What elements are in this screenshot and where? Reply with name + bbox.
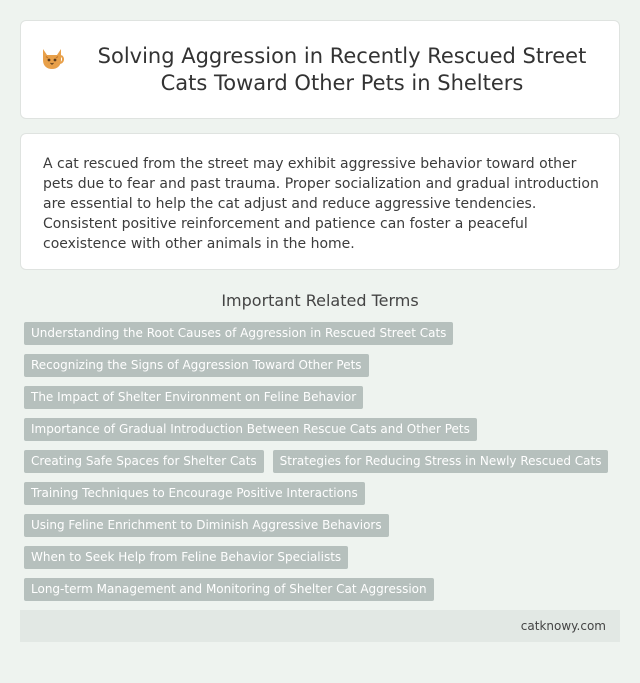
related-term-tag[interactable]: Recognizing the Signs of Aggression Toward Other Pets — [24, 354, 369, 377]
tag-row — [24, 322, 620, 345]
cat-icon — [39, 45, 65, 71]
description-text: A cat rescued from the street may exhibit aggressive behavior toward other pets due to fear and past trauma. Proper socialization and gradual introduction are essential to help the cat adjust and reduce aggressive tendencies. Consistent positive reinforcement and patience can foster a peaceful coexistence with other animals in the home. — [43, 156, 599, 252]
tag-row — [24, 546, 620, 569]
related-term-tag[interactable]: Using Feline Enrichment to Diminish Aggressive Behaviors — [24, 514, 389, 537]
related-terms-list — [20, 322, 620, 601]
related-terms-heading: Important Related Terms — [221, 291, 419, 310]
related-term-tag[interactable]: Creating Safe Spaces for Shelter Cats — [24, 450, 264, 473]
related-term-tag[interactable]: Strategies for Reducing Stress in Newly Rescued Cats — [273, 450, 609, 473]
title-card — [20, 20, 620, 119]
tag-row — [24, 482, 620, 505]
page-title: Solving Aggression in Recently Rescued Street Cats Toward Other Pets in Shelters — [97, 43, 587, 95]
tag-row — [24, 418, 620, 441]
related-term-tag[interactable]: When to Seek Help from Feline Behavior Specialists — [24, 546, 348, 569]
related-term-tag[interactable]: Long-term Management and Monitoring of Shelter Cat Aggression — [24, 578, 434, 601]
tag-row — [24, 386, 620, 409]
title-row — [39, 43, 601, 97]
related-term-tag[interactable]: The Impact of Shelter Environment on Feline Behavior — [24, 386, 363, 409]
tag-row — [24, 514, 620, 537]
tag-row — [24, 578, 620, 601]
footer — [20, 610, 620, 642]
description-card — [20, 133, 620, 270]
related-term-tag[interactable]: Importance of Gradual Introduction Between Rescue Cats and Other Pets — [24, 418, 477, 441]
related-term-tag[interactable]: Training Techniques to Encourage Positive Interactions — [24, 482, 365, 505]
tag-row — [24, 354, 620, 377]
related-term-tag[interactable]: Understanding the Root Causes of Aggression in Rescued Street Cats — [24, 322, 453, 345]
tag-row — [24, 450, 620, 473]
footer-site-link[interactable]: catknowy.com — [520, 619, 606, 633]
